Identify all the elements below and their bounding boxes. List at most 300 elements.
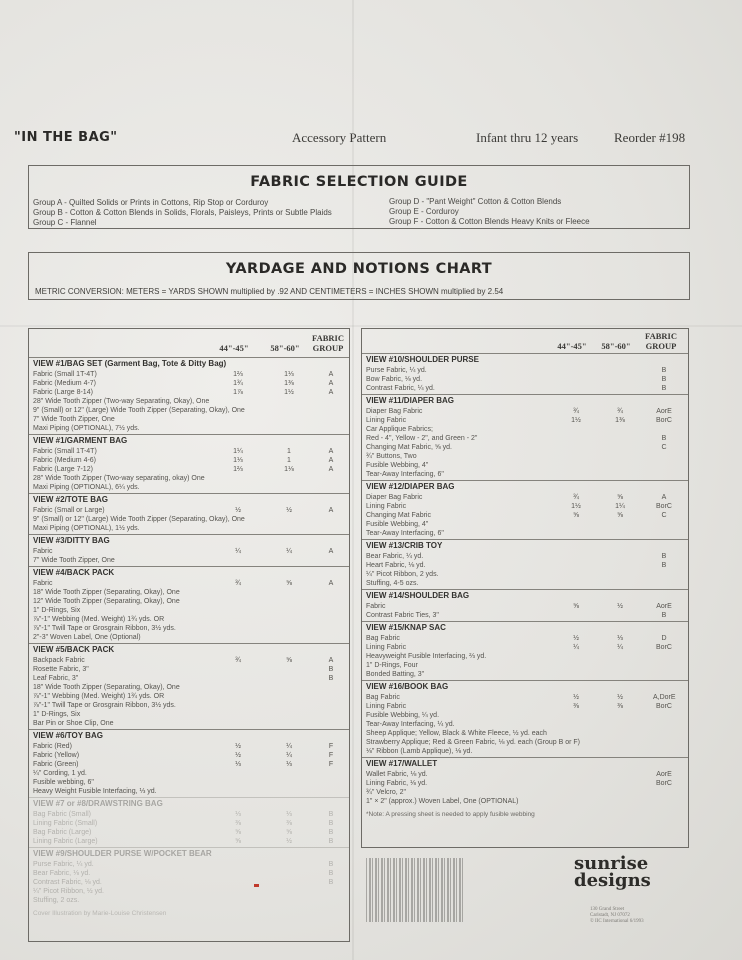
- fabric-group: BorC: [656, 503, 672, 510]
- item-label: ¼" Picot Ribbon, ½ yd.: [33, 888, 104, 895]
- yardage-row: [33, 615, 349, 624]
- yardage-row: [366, 797, 688, 806]
- brand-logo: [574, 855, 651, 889]
- fabric-group: Group A - Quilted Solids or Prints in Cottons, Rip Stop or Corduroy: [33, 198, 269, 207]
- fabric-group: AorE: [656, 603, 672, 610]
- item-label: Bag Fabric: [366, 635, 400, 642]
- yardage-row: [33, 710, 349, 719]
- item-label: ¾" Buttons, Two: [366, 453, 417, 460]
- yardage-row: [366, 384, 688, 393]
- item-label: Lining Fabric, ⅛ yd.: [366, 780, 428, 787]
- yardage-row: [33, 837, 349, 846]
- item-label: Tear-Away Interfacing, 6": [366, 471, 444, 478]
- fabric-group: A: [328, 448, 334, 455]
- item-label: Bow Fabric, ⅛ yd.: [366, 376, 423, 383]
- fabric-group: A: [328, 548, 334, 555]
- fabric-group: B: [661, 553, 667, 560]
- yardage-row: [33, 447, 349, 456]
- item-label: Contrast Fabric, ¼ yd.: [366, 385, 435, 392]
- fabric-group: A: [328, 580, 334, 587]
- yardage-58: 1: [287, 457, 291, 464]
- yardage-row: [33, 388, 349, 397]
- yardage-58: ⅝: [286, 580, 292, 587]
- yardage-44: 1⅔: [233, 466, 243, 473]
- yardage-44: ¾: [235, 580, 241, 587]
- yardage-row: [33, 869, 349, 878]
- metric-conversion: METRIC CONVERSION: METERS = YARDS SHOWN multiplied by .92 AND CENTIMETERS = INCHES SHOWN multiplied by 2.54: [35, 287, 504, 296]
- yardage-44: ⅝: [573, 603, 579, 610]
- yardage-row: [33, 701, 349, 710]
- fold-crease: [0, 325, 742, 327]
- item-label: Lining Fabric: [366, 703, 407, 710]
- yardage-58: 1: [287, 448, 291, 455]
- address-line: © IIC International 6/1993: [590, 919, 644, 924]
- yardage-row: [33, 742, 349, 751]
- yardage-row: [33, 379, 349, 388]
- fabric-group: F: [328, 743, 334, 750]
- yardage-row: [33, 769, 349, 778]
- view-title: VIEW #13/CRIB TOY: [366, 541, 443, 550]
- fabric-group: B: [661, 562, 667, 569]
- yardage-row: [366, 611, 688, 620]
- age-range: Infant thru 12 years: [476, 130, 579, 145]
- item-label: Lining Fabric (Large): [33, 838, 98, 845]
- yardage-row: [366, 661, 688, 670]
- item-label: Contrast Fabric, ⅛ yd.: [33, 879, 102, 886]
- view-section: [29, 847, 349, 907]
- yardage-row: [33, 787, 349, 796]
- fabric-group: Group F - Cotton & Cotton Blends Heavy Knits or Fleece: [389, 217, 590, 226]
- yardage-row: [366, 529, 688, 538]
- yardage-row: [33, 597, 349, 606]
- fabric-group: Group E - Corduroy: [389, 207, 459, 216]
- yardage-row: [366, 552, 688, 561]
- view-section: [29, 729, 349, 798]
- item-label: Heavyweight Fusible Interfacing, ⅔ yd.: [366, 653, 487, 660]
- view-section: [362, 539, 688, 590]
- yardage-44: 1¾: [233, 380, 243, 387]
- yardage-row: [33, 633, 349, 642]
- yardage-row: [366, 738, 688, 747]
- yardage-row: [33, 896, 349, 905]
- item-label: Fabric (Medium 4-7): [33, 380, 97, 387]
- yardage-row: [366, 461, 688, 470]
- yardage-44: 1½: [571, 503, 581, 510]
- item-label: Car Applique Fabrics;: [366, 426, 433, 433]
- fabric-group: B: [328, 666, 334, 673]
- yardage-row: [366, 511, 688, 520]
- view-section: [29, 493, 349, 535]
- yardage-row: [366, 434, 688, 443]
- item-label: Bear Fabric, ¼ yd.: [366, 553, 424, 560]
- fabric-selection-guide: [28, 165, 690, 229]
- item-label: Changing Mat Fabric, ⅝ yd.: [366, 444, 452, 451]
- yardage-58: 1½: [284, 389, 294, 396]
- yardage-58: ½: [617, 603, 623, 610]
- yardage-44: ⅓: [235, 811, 241, 818]
- item-label: 1" D-Rings, Six: [33, 711, 81, 718]
- column-header-58: 58"-60": [601, 341, 631, 351]
- yardage-44: ¾: [573, 408, 579, 415]
- item-label: Tear-Away Interfacing, 6": [366, 530, 444, 537]
- item-label: Fabric (Red): [33, 743, 72, 750]
- item-label: Maxi Piping (OPTIONAL), 7½ yds.: [33, 425, 140, 432]
- view-title: VIEW #4/BACK PACK: [33, 568, 115, 577]
- fabric-group: C: [661, 512, 667, 519]
- view-section: [29, 566, 349, 644]
- yardage-58: 1⅛: [284, 466, 294, 473]
- yardage-row: [33, 456, 349, 465]
- yardage-row: [33, 465, 349, 474]
- yardage-44: ½: [235, 743, 241, 750]
- item-label: Diaper Bag Fabric: [366, 408, 423, 415]
- yardage-58: ⅝: [617, 512, 623, 519]
- price-mark: [254, 884, 259, 887]
- yardage-row: [366, 452, 688, 461]
- item-label: Bag Fabric: [366, 694, 400, 701]
- item-label: Red - 4", Yellow - 2", and Green - 2": [366, 435, 478, 442]
- item-label: Bag Fabric (Small): [33, 811, 91, 818]
- yardage-44: ⅜: [573, 703, 579, 710]
- yardage-row: [33, 588, 349, 597]
- pattern-title: "IN THE BAG": [14, 130, 118, 145]
- yardage-chart-left: [28, 328, 350, 942]
- yardage-44: 1⅓: [233, 457, 243, 464]
- fabric-group: C: [661, 444, 667, 451]
- yardage-row: [33, 828, 349, 837]
- item-label: Lining Fabric: [366, 417, 407, 424]
- item-label: Bear Fabric, ⅛ yd.: [33, 870, 91, 877]
- yardage-58: ⅝: [286, 829, 292, 836]
- view-title: VIEW #17/WALLET: [366, 759, 438, 768]
- fabric-group: B: [328, 838, 334, 845]
- fabric-group: AorE: [656, 771, 672, 778]
- fabric-guide-title: FABRIC SELECTION GUIDE: [250, 174, 468, 190]
- yardage-row: [33, 656, 349, 665]
- yardage-row: [366, 366, 688, 375]
- item-label: Fabric: [33, 580, 53, 587]
- yardage-row: [366, 770, 688, 779]
- view-section: [29, 643, 349, 730]
- fabric-group: BorC: [656, 703, 672, 710]
- yardage-title: YARDAGE AND NOTIONS CHART: [225, 261, 493, 277]
- item-label: Maxi Piping (OPTIONAL), 1½ yds.: [33, 525, 140, 532]
- item-label: 18" Wide Tooth Zipper (Separating, Okay), One: [33, 589, 180, 596]
- yardage-44: 1½: [571, 417, 581, 424]
- yardage-row: [33, 778, 349, 787]
- yardage-58: ½: [617, 694, 623, 701]
- item-label: ¼" Cording, 1 yd.: [33, 770, 87, 777]
- yardage-44: ½: [235, 507, 241, 514]
- column-header-fabric-group: FABRIC GROUP: [645, 331, 677, 351]
- yardage-row: [366, 470, 688, 479]
- view-section: [362, 353, 688, 395]
- fabric-groups-right: [389, 197, 590, 227]
- yardage-row: [366, 693, 688, 702]
- yardage-58: ⅜: [286, 820, 292, 827]
- yardage-row: [33, 860, 349, 869]
- fabric-group: AorE: [656, 408, 672, 415]
- fabric-group: A: [328, 507, 334, 514]
- view-title: VIEW #16/BOOK BAG: [366, 682, 449, 691]
- fabric-group: A: [328, 657, 334, 664]
- yardage-58: ⅓: [286, 761, 292, 768]
- yardage-row: [33, 370, 349, 379]
- yardage-44: ¼: [235, 548, 241, 555]
- yardage-58: 1⅜: [284, 380, 294, 387]
- fabric-group: B: [328, 820, 334, 827]
- item-label: 1" × 2" (approx.) Woven Label, One (OPTIONAL): [366, 798, 519, 805]
- yardage-row: [366, 643, 688, 652]
- item-label: Fabric (Green): [33, 761, 79, 768]
- yardage-row: [33, 692, 349, 701]
- item-label: Lining Fabric (Small): [33, 820, 98, 827]
- item-label: ¼" Picot Ribbon, 2 yds.: [366, 571, 439, 578]
- pressing-note: *Note: A pressing sheet is needed to apply fusible webbing: [366, 811, 535, 818]
- yardage-44: 1⅞: [233, 389, 243, 396]
- fabric-group: BorC: [656, 780, 672, 787]
- item-label: Bonded Batting, 3": [366, 671, 425, 678]
- fabric-group: A: [328, 457, 334, 464]
- yardage-44: 1⅔: [233, 371, 243, 378]
- fabric-group: B: [328, 861, 334, 868]
- yardage-58: ⅓: [617, 635, 623, 642]
- item-label: Maxi Piping (OPTIONAL), 6¼ yds.: [33, 484, 140, 491]
- address-line: 130 Grand Street: [590, 907, 625, 912]
- yardage-58: ⅝: [617, 494, 623, 501]
- barcode: [366, 858, 464, 922]
- item-label: Tear-Away Interfacing, ¼ yd.: [366, 721, 455, 728]
- fabric-group: F: [328, 761, 334, 768]
- item-label: Sheep Applique; Yellow, Black & White Fleece, ½ yd. each: [366, 730, 547, 737]
- item-label: Changing Mat Fabric: [366, 512, 431, 519]
- item-label: 12" Wide Tooth Zipper (Separating, Okay), One: [33, 598, 180, 605]
- yardage-58: ¾: [617, 408, 623, 415]
- view-section: [29, 434, 349, 494]
- yardage-row: [33, 547, 349, 556]
- yardage-row: [366, 602, 688, 611]
- item-label: Fabric (Small 1T-4T): [33, 448, 97, 455]
- fabric-group: A: [328, 466, 334, 473]
- fabric-group: Group C - Flannel: [33, 218, 97, 227]
- brand-line-2: designs: [574, 870, 651, 891]
- item-label: Fabric (Large 8-14): [33, 389, 93, 396]
- view-title: VIEW #12/DIAPER BAG: [366, 482, 455, 491]
- fabric-group: B: [328, 829, 334, 836]
- view-section: [29, 797, 349, 848]
- view-title: VIEW #6/TOY BAG: [33, 731, 103, 740]
- yardage-row: [366, 570, 688, 579]
- item-label: 28" Wide Tooth Zipper (Two-way separating, okay) One: [33, 475, 205, 482]
- yardage-row: [33, 751, 349, 760]
- item-label: Fusible webbing, 6": [33, 779, 94, 786]
- item-label: Leaf Fabric, 3": [33, 675, 79, 682]
- fabric-group: A: [661, 494, 667, 501]
- fabric-group: B: [661, 612, 667, 619]
- yardage-row: [33, 397, 349, 406]
- yardage-row: [33, 483, 349, 492]
- yardage-row: [33, 406, 349, 415]
- yardage-row: [366, 502, 688, 511]
- yardage-row: [366, 561, 688, 570]
- yardage-row: [366, 670, 688, 679]
- yardage-row: [33, 819, 349, 828]
- item-label: Fabric (Small 1T-4T): [33, 371, 97, 378]
- yardage-row: [366, 729, 688, 738]
- yardage-row: [33, 515, 349, 524]
- fabric-group: B: [661, 385, 667, 392]
- yardage-row: [33, 683, 349, 692]
- yardage-44: ¾: [235, 657, 241, 664]
- pattern-type: Accessory Pattern: [292, 130, 387, 145]
- yardage-row: [366, 779, 688, 788]
- item-label: Fabric: [33, 548, 53, 555]
- view-title: VIEW #1/BAG SET (Garment Bag, Tote & Ditty Bag): [33, 359, 227, 368]
- yardage-row: [33, 624, 349, 633]
- view-title: VIEW #11/DIAPER BAG: [366, 396, 455, 405]
- yardage-58: ¼: [286, 752, 292, 759]
- fabric-group: Group B - Cotton & Cotton Blends in Solids, Florals, Paisleys, Prints or Subtle Plaids: [33, 208, 332, 217]
- item-label: Fusible Webbing, 4": [366, 521, 429, 528]
- fabric-groups-left: [33, 198, 332, 228]
- item-label: Fusible Webbing, 4": [366, 462, 429, 469]
- yardage-row: [366, 747, 688, 756]
- yardage-row: [33, 760, 349, 769]
- item-label: Fusible Webbing, ¼ yd.: [366, 712, 440, 719]
- item-label: Strawberry Applique; Red & Green Fabric, ⅛ yd. each (Group B or F): [366, 739, 580, 746]
- view-title: VIEW #1/GARMENT BAG: [33, 436, 128, 445]
- yardage-44: ⅝: [235, 838, 241, 845]
- item-label: 9" (Small) or 12" (Large) Wide Tooth Zipper (Separating, Okay), One: [33, 516, 245, 523]
- view-title: VIEW #14/SHOULDER BAG: [366, 591, 470, 600]
- yardage-row: [33, 719, 349, 728]
- yardage-row: [33, 556, 349, 565]
- yardage-58: ½: [286, 838, 292, 845]
- item-label: Wallet Fabric, ⅛ yd.: [366, 771, 428, 778]
- view-title: VIEW #5/BACK PACK: [33, 645, 115, 654]
- yardage-row: [33, 606, 349, 615]
- item-label: 9" (Small) or 12" (Large) Wide Tooth Zipper (Separating, Okay), One: [33, 407, 245, 414]
- yardage-row: [33, 579, 349, 588]
- yardage-44: ⅝: [573, 512, 579, 519]
- item-label: Contrast Fabric Ties, 3": [366, 612, 439, 619]
- fabric-group: B: [661, 367, 667, 374]
- yardage-row: [33, 506, 349, 515]
- brand-address: [590, 907, 644, 925]
- item-label: Bar Pin or Shoe Clip, One: [33, 720, 114, 727]
- view-section: [29, 357, 349, 435]
- yardage-row: [366, 711, 688, 720]
- yardage-58: ⅓: [286, 811, 292, 818]
- yardage-44: ⅜: [235, 820, 241, 827]
- view-section: [362, 589, 688, 622]
- yardage-58: ⅜: [617, 703, 623, 710]
- yardage-row: [366, 416, 688, 425]
- item-label: ⅞"-1" Webbing (Med. Weight) 1¾ yds. OR: [33, 616, 165, 623]
- yardage-notions-header: [28, 252, 690, 300]
- fabric-group: A: [328, 389, 334, 396]
- yardage-row: [33, 810, 349, 819]
- fabric-group: B: [328, 879, 334, 886]
- column-header-44: 44"-45": [557, 341, 587, 351]
- yardage-row: [33, 674, 349, 683]
- yardage-58: ⅝: [286, 657, 292, 664]
- item-label: Stuffing, 4-5 ozs.: [366, 580, 419, 587]
- column-header-58: 58"-60": [270, 343, 300, 353]
- yardage-44: ¾: [573, 494, 579, 501]
- reorder-number: Reorder #198: [614, 130, 686, 145]
- item-label: ¾" Velcro, 2": [366, 789, 406, 796]
- item-label: Backpack Fabric: [33, 657, 85, 664]
- item-label: Bag Fabric (Large): [33, 829, 92, 836]
- item-label: 2"-3" Woven Label, One (Optional): [33, 634, 141, 641]
- illustration-credit: Cover Illustration by Marie-Louise Christensen: [33, 910, 167, 917]
- yardage-58: 1⅓: [284, 371, 294, 378]
- item-label: ⅞"-1" Webbing (Med. Weight) 1¾ yds. OR: [33, 693, 165, 700]
- item-label: Fabric (Yellow): [33, 752, 80, 759]
- yardage-44: ¼: [573, 644, 579, 651]
- item-label: Fabric: [366, 603, 386, 610]
- view-section: [29, 534, 349, 567]
- view-title: VIEW #15/KNAP SAC: [366, 623, 446, 632]
- yardage-row: [33, 415, 349, 424]
- item-label: Fabric (Large 7-12): [33, 466, 93, 473]
- view-section: [362, 680, 688, 758]
- fabric-group: A,DorE: [653, 694, 676, 701]
- yardage-44: ⅝: [235, 829, 241, 836]
- fabric-group: B: [661, 376, 667, 383]
- item-label: 7" Wide Tooth Zipper, One: [33, 557, 115, 564]
- fabric-group: BorC: [656, 417, 672, 424]
- yardage-row: [366, 579, 688, 588]
- yardage-58: ½: [286, 507, 292, 514]
- yardage-row: [33, 878, 349, 887]
- view-title: VIEW #9/SHOULDER PURSE W/POCKET BEAR: [33, 849, 212, 858]
- item-label: Rosette Fabric, 3": [33, 666, 89, 673]
- view-title: VIEW #10/SHOULDER PURSE: [366, 355, 479, 364]
- fabric-group: D: [661, 635, 667, 642]
- fabric-group: F: [328, 752, 334, 759]
- yardage-58: 1⅜: [615, 417, 625, 424]
- view-section: [362, 757, 688, 808]
- yardage-row: [366, 493, 688, 502]
- item-label: Diaper Bag Fabric: [366, 494, 423, 501]
- fabric-group: B: [328, 675, 334, 682]
- view-section: [362, 394, 688, 481]
- yardage-row: [366, 443, 688, 452]
- item-label: Heart Fabric, ⅛ yd.: [366, 562, 426, 569]
- view-section: [362, 621, 688, 681]
- yardage-row: [33, 424, 349, 433]
- view-title: VIEW #2/TOTE BAG: [33, 495, 108, 504]
- column-header-fabric-group: FABRIC GROUP: [312, 333, 344, 353]
- yardage-44: ½: [235, 752, 241, 759]
- view-title: VIEW #7 or #8/DRAWSTRING BAG: [33, 799, 163, 808]
- yardage-row: [366, 520, 688, 529]
- item-label: 1" D-Rings, Six: [33, 607, 81, 614]
- fabric-group: B: [661, 435, 667, 442]
- yardage-44: ½: [573, 635, 579, 642]
- yardage-58: 1¼: [615, 503, 625, 510]
- item-label: ⅛" Ribbon (Lamb Applique), ⅛ yd.: [366, 748, 473, 755]
- yardage-row: [33, 524, 349, 533]
- item-label: Fabric (Small or Large): [33, 507, 105, 514]
- yardage-44: ⅓: [235, 761, 241, 768]
- item-label: Purse Fabric, ¼ yd.: [366, 367, 427, 374]
- yardage-row: [366, 702, 688, 711]
- yardage-row: [366, 634, 688, 643]
- item-label: Lining Fabric: [366, 644, 407, 651]
